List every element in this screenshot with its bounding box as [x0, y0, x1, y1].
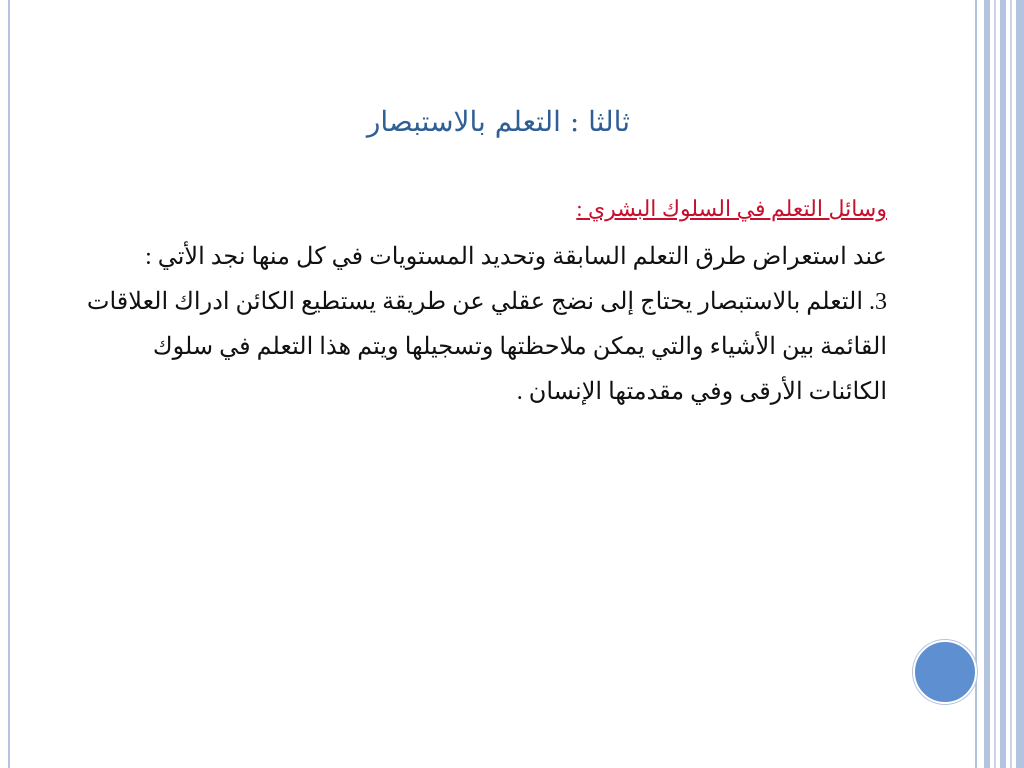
slide-body [70, 183, 887, 415]
accent-circle [913, 640, 977, 704]
slide [10, 0, 975, 768]
frame-stripe [1016, 0, 1024, 768]
frame-right-line [975, 0, 977, 768]
frame-right-band [984, 0, 1024, 768]
paragraph-intro: عند استعراض طرق التعلم السابقة وتحديد المستويات في كل منها نجد الأتي : [145, 244, 887, 270]
section-heading: وسائل التعلم في السلوك البشري : [576, 196, 887, 221]
slide-title: ثالثا : التعلم بالاستبصار [366, 105, 630, 138]
frame-stripe [1000, 0, 1006, 768]
frame-stripe [1010, 0, 1012, 768]
frame-stripe [994, 0, 996, 768]
paragraph-insight-learning: 3. التعلم بالاستبصار يحتاج إلى نضج عقلي عن طريقة يستطيع الكائن ادراك العلاقات القائمة بين الأشياء والتي يمكن ملاحظتها وتسجيلها ويتم هذا التعلم في سلوك الكائنات الأرقى وفي مقدمتها الإنسان . [86, 289, 887, 405]
frame-stripe [984, 0, 990, 768]
